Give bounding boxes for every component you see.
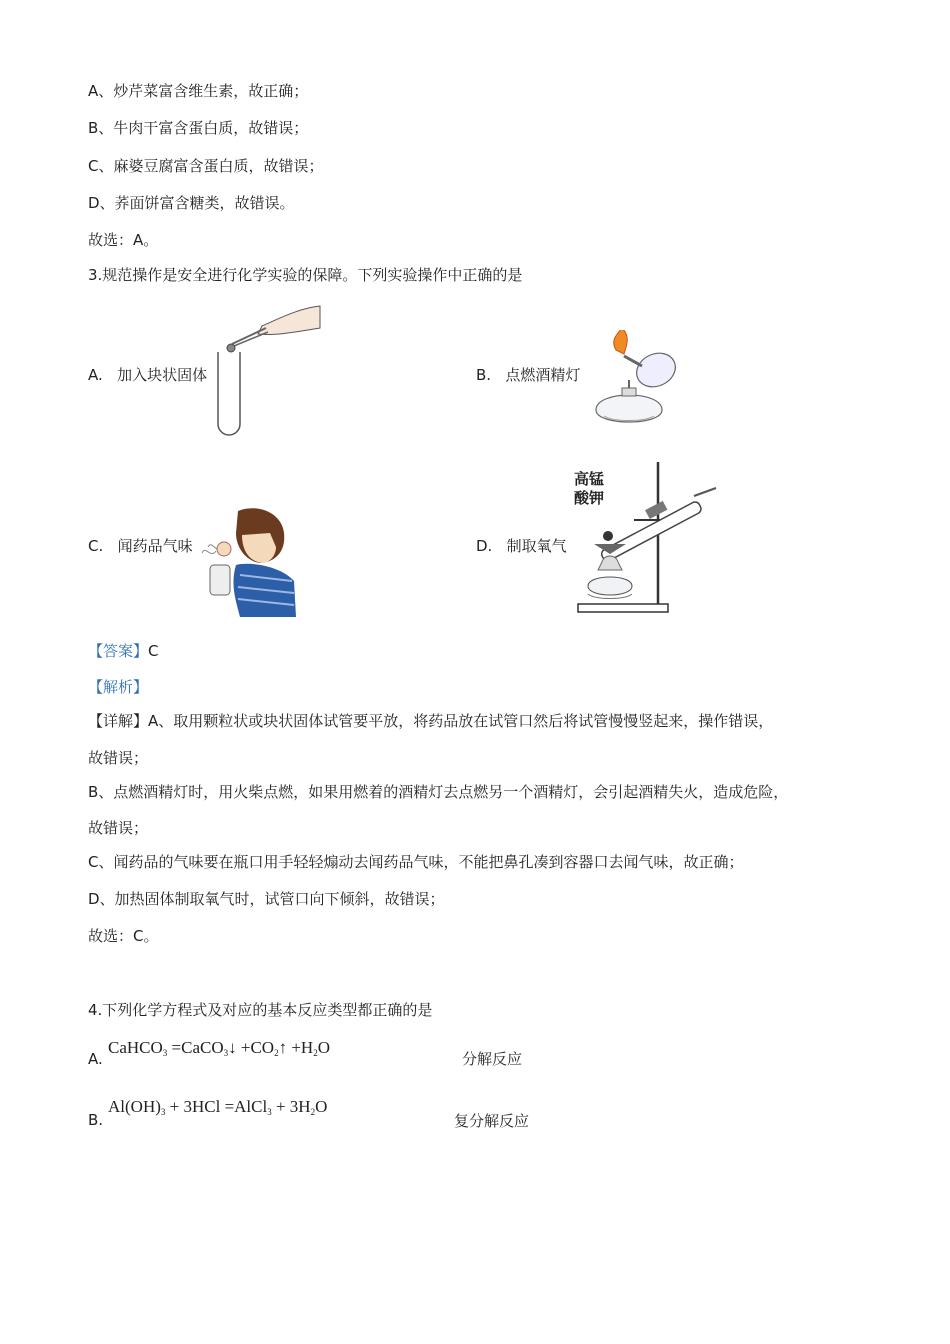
prev-answer-choice: 故选：A。 <box>88 231 159 249</box>
equation-a: CaHCO$_3$ =CaCO$_3$↓ $+CO_2↑ +H_2O$ <box>108 1038 330 1058</box>
q4-option-a-letter: A. <box>88 1050 103 1068</box>
test-tube-tweezers-figure <box>210 298 330 438</box>
analysis-tag: 【解析】 <box>88 678 149 696</box>
prev-answer-line-c: C、麻婆豆腐富含蛋白质，故错误； <box>88 157 324 175</box>
question-4-title: 4.下列化学方程式及对应的基本反应类型都正确的是 <box>88 1001 433 1019</box>
option-a <box>88 364 207 385</box>
option-letter: B. <box>476 366 492 384</box>
detail-line-1 <box>88 711 773 731</box>
detail-line-5: C、闻药品的气味要在瓶口用手轻轻煽动去闻药品气味，不能把鼻孔凑到容器口去闻气味，故正确； <box>88 853 744 871</box>
question-3-title: 3.规范操作是安全进行化学实验的保障。下列实验操作中正确的是 <box>88 266 523 284</box>
option-d <box>476 535 567 556</box>
option-text: 制取氧气 <box>506 537 567 555</box>
q4-option-b-letter: B. <box>88 1111 104 1129</box>
detail-line-3: B、点燃酒精灯时，用火柴点燃，如果用燃着的酒精灯去点燃另一个酒精灯，会引起酒精失火，造成危险， <box>88 783 789 801</box>
prev-answer-line-d: D、荞面饼富含糖类，故错误。 <box>88 194 295 212</box>
option-letter: D. <box>476 537 493 555</box>
option-letter: A. <box>88 366 103 384</box>
option-b <box>476 364 580 385</box>
q4-option-a-type: 分解反应 <box>462 1050 523 1068</box>
detail-text: A、取用颗粒状或块状固体试管要平放，将药品放在试管口然后将试管慢慢竖起来，操作错误， <box>148 712 774 730</box>
potassium-permanganate-label: 高锰 酸钾 <box>574 470 605 507</box>
option-letter: C. <box>88 537 104 555</box>
smelling-chemical-figure <box>196 505 302 617</box>
oxygen-apparatus-figure <box>574 458 724 616</box>
prev-answer-line-a: A、炒芹菜富含维生素，故正确； <box>88 82 309 100</box>
q4-option-b-type: 复分解反应 <box>454 1112 530 1130</box>
option-text: 闻药品气味 <box>117 537 193 555</box>
detail-line-4: 故错误； <box>88 819 149 837</box>
answer-value: C <box>148 642 159 660</box>
detail-line-6: D、加热固体制取氧气时，试管口向下倾斜，故错误； <box>88 890 445 908</box>
option-c <box>88 535 193 556</box>
prev-answer-line-b: B、牛肉干富含蛋白质，故错误； <box>88 119 309 137</box>
alcohol-lamp-figure <box>584 330 694 438</box>
detail-tag: 【详解】 <box>88 712 149 730</box>
detail-line-2: 故错误； <box>88 749 149 767</box>
equation-b: $Al(OH)_3 + 3HCl$ =AlCl$_3$ + $3H_2O$ <box>108 1097 328 1117</box>
option-text: 加入块状固体 <box>117 366 208 384</box>
q3-choice: 故选：C。 <box>88 927 159 945</box>
answer-row <box>88 641 159 661</box>
answer-tag: 【答案】 <box>88 642 149 660</box>
option-text: 点燃酒精灯 <box>505 366 581 384</box>
